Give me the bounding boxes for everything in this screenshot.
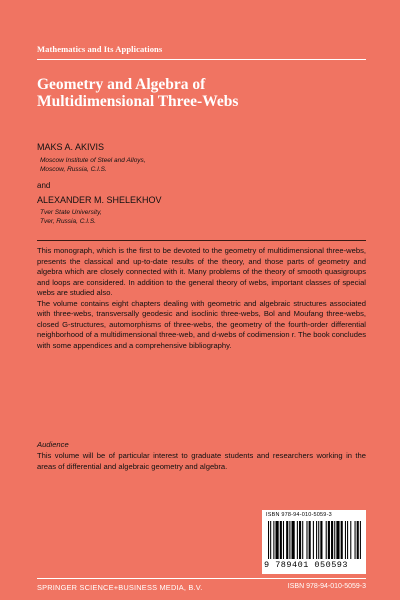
barcode-bar	[292, 521, 295, 559]
description-paragraph-2: The volume contains eight chapters dealing with geometric and algebraic structures associated with three-webs, transversally geodesic and isoclinic three-webs, Bol and Moufang three-webs, closed G-structures, automorphisms of three-webs, the geometry of the fourth-order differential neighborhood of a multidimensional three-web, and d-webs of codimension r. The book concludes with some appendices and a comprehensive bibliography.	[37, 298, 366, 350]
series-name: Mathematics and Its Applications	[37, 44, 163, 54]
barcode-bar	[355, 521, 356, 559]
book-title	[37, 76, 238, 110]
author-1-affiliation-line-1: Moscow Institute of Steel and Alloys,	[40, 157, 146, 164]
barcode-bar	[280, 521, 282, 559]
barcode-bar	[334, 521, 335, 559]
barcode-bar	[320, 521, 322, 559]
barcode-bar	[309, 521, 311, 559]
author-2-affiliation	[40, 208, 102, 226]
barcode-bar	[331, 521, 333, 559]
barcode-bar	[328, 521, 330, 559]
barcode-number: 9 789401 050593	[264, 560, 349, 570]
barcode-bar	[273, 521, 274, 559]
description-paragraph-1: This monograph, which is the first to be devoted to the geometry of multidimensional three-webs, presents the classical and up-to-date results of the theory, and those parts of geometry and algebra which are closely connected with it. Many problems of the theory of smooth quasigroups and loops are considered. In addition to the general theory of webs, important classes of special webs are studied also.	[37, 246, 366, 297]
title-line-1: Geometry and Algebra of	[37, 76, 206, 93]
barcode-bar	[286, 521, 288, 559]
footer-isbn: ISBN 978-94-010-5059-3	[287, 583, 366, 590]
book-description	[37, 246, 366, 351]
author-1-affiliation-line-2: Moscow, Russia, C.I.S.	[40, 166, 107, 173]
series-divider	[37, 59, 366, 60]
publisher-name: SPRINGER SCIENCE+BUSINESS MEDIA, B.V.	[37, 583, 203, 592]
author-conjunction: and	[37, 181, 51, 190]
audience-heading: Audience	[37, 440, 69, 449]
barcode-bar	[316, 521, 317, 559]
barcode-bar	[289, 521, 290, 559]
barcode-bar	[345, 521, 346, 559]
footer-divider	[37, 578, 366, 579]
author-2-affiliation-line-2: Tver, Russia, C.I.S.	[40, 218, 96, 225]
body-divider	[37, 240, 366, 241]
barcode-bar	[283, 521, 284, 559]
barcode-panel	[262, 510, 366, 574]
barcode-bar	[318, 521, 319, 559]
barcode-bar	[275, 521, 278, 559]
title-line-2: Multidimensional Three-Webs	[37, 93, 239, 110]
barcode-bar	[360, 521, 361, 559]
author-1-name: MAKS A. AKIVIS	[37, 142, 105, 152]
barcode-bar	[268, 521, 269, 559]
barcode-bar	[297, 521, 298, 559]
barcode-bar	[357, 521, 359, 559]
barcode-bar	[350, 521, 351, 559]
barcode-bar	[302, 521, 303, 559]
barcode-bar	[299, 521, 301, 559]
barcode-bar	[326, 521, 327, 559]
audience-text: This volume will be of particular interest to graduate students and researchers working in the areas of differential and algebraic geometry and algebra.	[37, 451, 366, 471]
barcode-bars	[268, 521, 362, 559]
author-1-affiliation	[40, 156, 146, 174]
barcode-bar	[347, 521, 348, 559]
author-2-affiliation-line-1: Tver State University,	[40, 209, 102, 216]
barcode-bar	[336, 521, 339, 559]
barcode-isbn: ISBN 978-94-010-5059-3	[266, 512, 332, 518]
barcode-bar	[313, 521, 314, 559]
author-2-name: ALEXANDER M. SHELEKHOV	[37, 195, 162, 205]
barcode-bar	[306, 521, 307, 559]
barcode-bar	[341, 521, 343, 559]
barcode-bar	[270, 521, 271, 559]
